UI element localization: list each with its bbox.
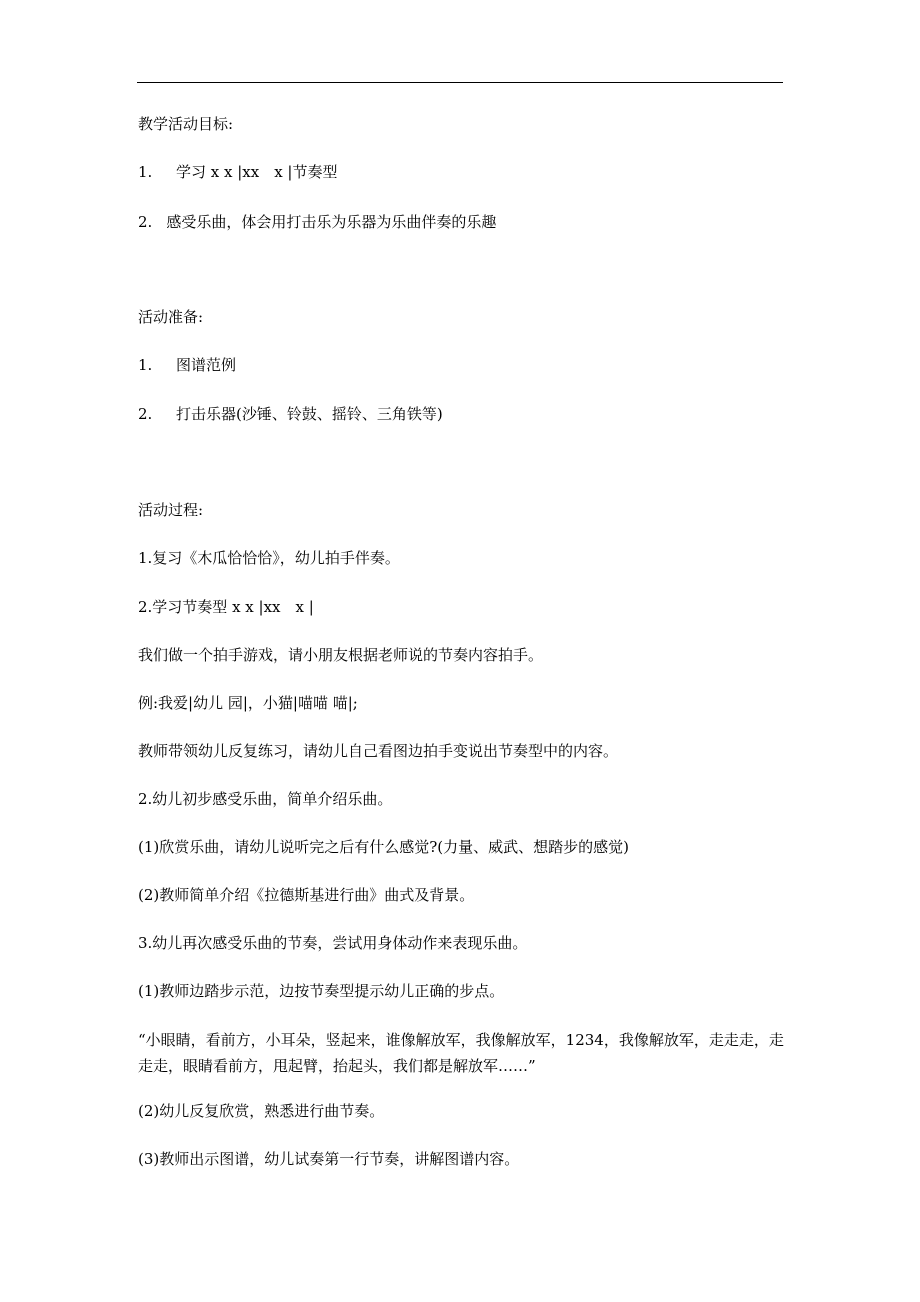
process-line-6: 2.幼儿初步感受乐曲，简单介绍乐曲。	[138, 790, 393, 808]
process-line-5: 教师带领幼儿反复练习，请幼儿自己看图边拍手变说出节奏型中的内容。	[138, 742, 619, 760]
preparation-item-1	[138, 353, 786, 377]
process-line-3: 我们做一个拍手游戏，请小朋友根据老师说的节奏内容拍手。	[138, 646, 544, 664]
objective-item-2-text: 感受乐曲，体会用打击乐为乐器为乐曲伴奏的乐趣	[166, 213, 497, 231]
preparation-item-2	[138, 402, 786, 426]
process-line-1: 1.复习《木瓜恰恰恰》，幼儿拍手伴奏。	[138, 549, 400, 567]
preparation-heading: 活动准备:	[138, 308, 204, 326]
objectives-heading: 教学活动目标:	[138, 115, 234, 133]
process-line-11-chant: “小眼睛，看前方，小耳朵，竖起来，谁像解放军，我像解放军，1234，我像解放军，走走走，走走走，眼睛看前方，甩起臂，抬起头，我们都是解放军……”	[138, 1031, 784, 1075]
objective-item-2	[138, 210, 786, 234]
process-line-4: 例:我爱|幼儿 园|，小猫|喵喵 喵|;	[138, 694, 358, 712]
preparation-item-2-number: 2.	[138, 405, 153, 423]
process-line-9: 3.幼儿再次感受乐曲的节奏，尝试用身体动作来表现乐曲。	[138, 934, 528, 952]
objective-item-1	[138, 160, 786, 184]
process-line-2: 2.学习节奏型 x x |xx x |	[138, 598, 314, 616]
preparation-item-1-number: 1.	[138, 356, 153, 374]
process-line-13: (3)教师出示图谱，幼儿试奏第一行节奏，讲解图谱内容。	[138, 1150, 520, 1168]
process-line-8: (2)教师简单介绍《拉德斯基进行曲》曲式及背景。	[138, 886, 475, 904]
objective-item-1-number: 1.	[138, 163, 153, 181]
preparation-item-1-text: 图谱范例	[176, 356, 237, 374]
process-line-12: (2)幼儿反复欣赏，熟悉进行曲节奏。	[138, 1102, 385, 1120]
process-heading: 活动过程:	[138, 501, 204, 519]
process-line-7: (1)欣赏乐曲，请幼儿说听完之后有什么感觉?(力量、威武、想踏步的感觉)	[138, 838, 629, 856]
objective-item-1-text: 学习 x x |xx x |节奏型	[176, 163, 338, 181]
process-line-10: (1)教师边踏步示范，边按节奏型提示幼儿正确的步点。	[138, 982, 505, 1000]
objective-item-2-number: 2.	[138, 213, 153, 231]
header-rule	[137, 82, 783, 83]
preparation-item-2-text: 打击乐器(沙锤、铃鼓、摇铃、三角铁等)	[176, 405, 443, 423]
